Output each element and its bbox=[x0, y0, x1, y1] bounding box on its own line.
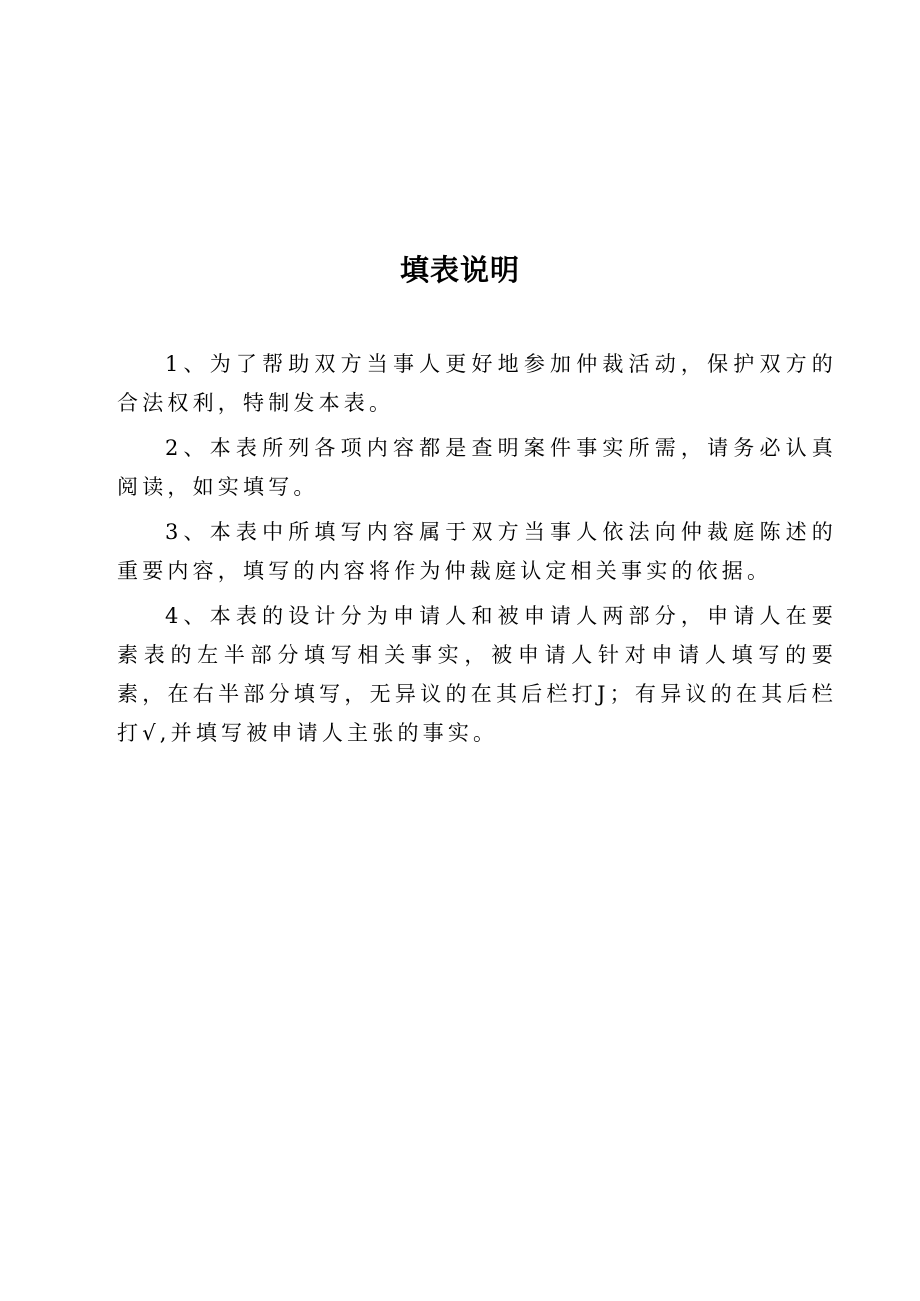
instruction-paragraph-1: 1、为了帮助双方当事人更好地参加仲裁活动，保护双方的合法权利，特制发本表。 bbox=[117, 352, 837, 415]
instructions-body bbox=[117, 345, 837, 759]
instruction-paragraph-2: 2、本表所列各项内容都是查明案件事实所需，请务必认真阅读，如实填写。 bbox=[117, 436, 837, 499]
instruction-paragraph-4: 4、本表的设计分为申请人和被申请人两部分，申请人在要素表的左半部分填写相关事实，被申请人针对申请人填写的要素，在右半部分填写，无异议的在其后栏打J；有异议的在其后栏打√,并填写被申请人主张的事实。 bbox=[117, 604, 837, 745]
instruction-paragraph-3: 3、本表中所填写内容属于双方当事人依法向仲裁庭陈述的重要内容，填写的内容将作为仲裁庭认定相关事实的依据。 bbox=[117, 520, 837, 583]
document-title: 填表说明 bbox=[399, 253, 520, 287]
